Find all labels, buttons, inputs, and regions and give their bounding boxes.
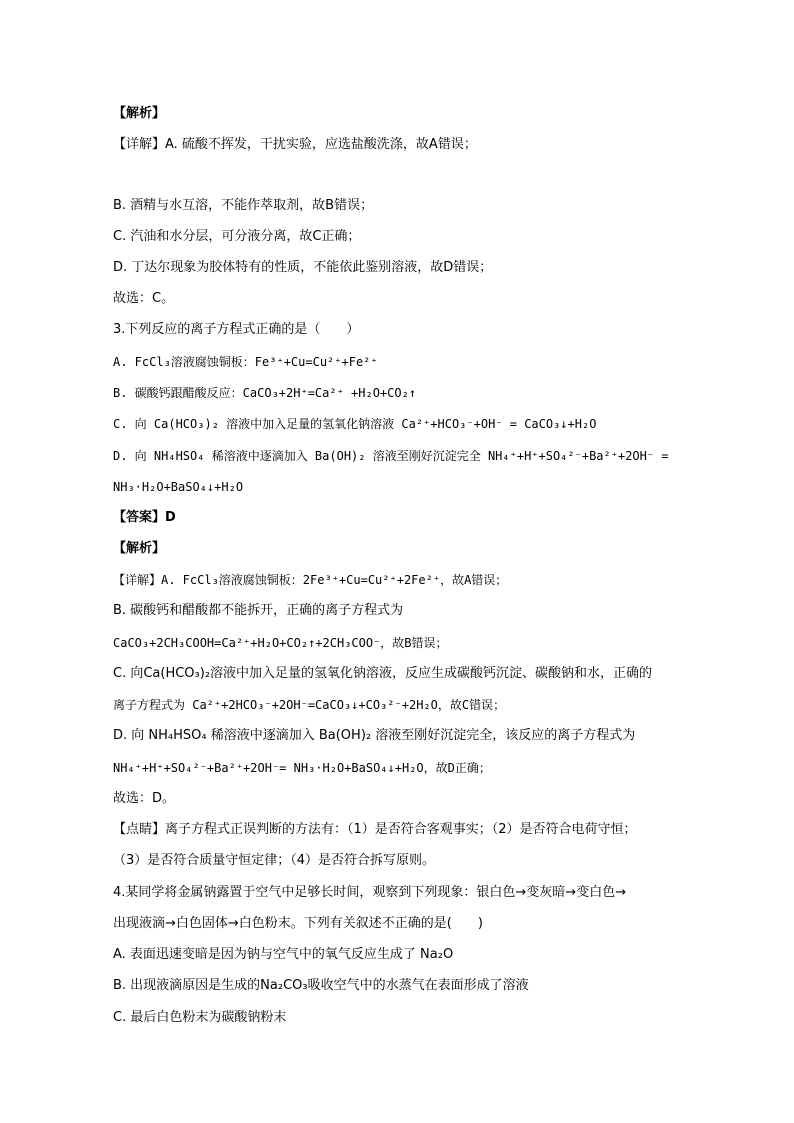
detail-answer-a: 【详解】A. 硫酸不挥发，干扰实验，应选盐酸洗涤，故A错误； xyxy=(113,137,477,152)
question-3-stem: 3.下列反应的离子方程式正确的是（ ） xyxy=(113,322,360,337)
choice-conclusion-2: 故选：D。 xyxy=(113,791,176,806)
detail-3-d-equation: NH₄⁺+H⁺+SO₄²⁻+Ba²⁺+2OH⁻= NH₃·H₂O+BaSO₄↓+H₂O，故D正确； xyxy=(113,761,491,775)
key-point-2: （3）是否符合质量守恒定律；（4）是否符合拆写原则。 xyxy=(113,853,436,868)
question-4-stem-cont: 出现液滴→白色固体→白色粉末。下列有关叙述不正确的是( ) xyxy=(113,916,483,931)
detail-answer-b: B. 酒精与水互溶，不能作萃取剂，故B错误； xyxy=(113,198,374,213)
analysis-heading-2: 【解析】 xyxy=(113,541,166,556)
question-4-stem: 4.某同学将金属钠露置于空气中足够长时间，观察到下列现象：银白色→变灰暗→变白色→ xyxy=(113,885,627,900)
question-3-option-d-cont: NH₃·H₂O+BaSO₄↓+H₂O xyxy=(113,480,244,494)
question-3-option-a: A. FcCl₃溶液腐蚀铜板：Fe³⁺+Cu=Cu²⁺+Fe²⁺ xyxy=(113,355,378,369)
question-3-option-c: C. 向 Ca(HCO₃)₂ 溶液中加入足量的氢氧化钠溶液 Ca²⁺+HCO₃⁻+OH⁻ = CaCO₃↓+H₂O xyxy=(113,417,597,431)
question-3-option-d: D. 向 NH₄HSO₄ 稀溶液中逐滴加入 Ba(OH)₂ 溶液至刚好沉淀完全 NH₄⁺+H⁺+SO₄²⁻+Ba²⁺+2OH⁻ = xyxy=(113,449,669,463)
detail-3-c-equation: 离子方程式为 Ca²⁺+2HCO₃⁻+2OH⁻=CaCO₃↓+CO₃²⁻+2H₂O，故C错误； xyxy=(113,698,506,712)
detail-answer-c: C. 汽油和水分层，可分液分离，故C正确； xyxy=(113,229,361,244)
detail-3-b: B. 碳酸钙和醋酸都不能拆开，正确的离子方程式为 xyxy=(113,603,404,618)
detail-3-a: 【详解】A. FcCl₃溶液腐蚀铜板：2Fe³⁺+Cu=Cu²⁺+2Fe²⁺，故A错误； xyxy=(113,573,508,587)
detail-answer-d: D. 丁达尔现象为胶体特有的性质，不能依此鉴别溶液，故D错误； xyxy=(113,260,493,275)
analysis-heading: 【解析】 xyxy=(113,106,166,121)
answer-heading: 【答案】D xyxy=(113,510,176,525)
question-4-option-a: A. 表面迅速变暗是因为钠与空气中的氧气反应生成了 Na₂O xyxy=(113,947,454,962)
detail-3-c: C. 向Ca(HCO₃)₂溶液中加入足量的氢氧化钠溶液，反应生成碳酸钙沉淀、碳酸钠和水，正确的 xyxy=(113,666,653,681)
detail-3-d: D. 向 NH₄HSO₄ 稀溶液中逐滴加入 Ba(OH)₂ 溶液至刚好沉淀完全，该反应的离子方程式为 xyxy=(113,728,636,743)
question-4-option-b: B. 出现液滴原因是生成的Na₂CO₃吸收空气中的水蒸气在表面形成了溶液 xyxy=(113,978,529,993)
question-3-option-b: B. 碳酸钙跟醋酸反应：CaCO₃+2H⁺=Ca²⁺ +H₂O+CO₂↑ xyxy=(113,386,417,400)
choice-conclusion: 故选：C。 xyxy=(113,291,175,306)
detail-3-b-equation: CaCO₃+2CH₃COOH=Ca²⁺+H₂O+CO₂↑+2CH₃COO⁻，故B错误； xyxy=(113,636,448,650)
key-point-1: 【点睛】离子方程式正误判断的方法有：（1）是否符合客观事实；（2）是否符合电荷守恒； xyxy=(113,822,637,837)
question-4-option-c: C. 最后白色粉末为碳酸钠粉末 xyxy=(113,1010,287,1025)
